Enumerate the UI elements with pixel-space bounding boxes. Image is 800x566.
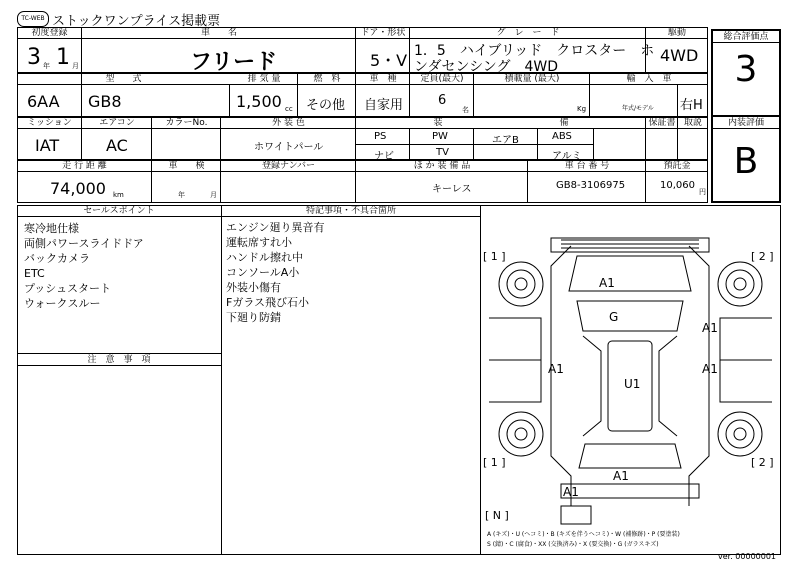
overall-score-label: 総合評価点 <box>713 31 779 43</box>
plate-label: 登録ナンバー <box>221 160 356 172</box>
corner-label: [ 2 ] <box>751 250 774 263</box>
list-item: 外装小傷有 <box>226 281 281 294</box>
steering-value: 右H <box>680 98 703 113</box>
mileage-value: 74,000 <box>50 179 106 198</box>
equip-tv: TV <box>436 147 449 158</box>
document-title: ストックワンプライス掲載票 <box>52 14 221 29</box>
capacity-label: 定員(最大) <box>410 73 474 85</box>
car-damage-diagram <box>481 206 780 554</box>
inspection-month-unit: 月 <box>210 191 217 199</box>
mileage-unit: km <box>113 191 124 199</box>
equip-navi: ナビ <box>374 151 394 162</box>
rear-glass <box>579 444 681 468</box>
model-label: 型 式 <box>17 73 230 85</box>
load-unit: Kg <box>577 105 587 113</box>
capacity-value: 6 <box>438 93 447 108</box>
body-right <box>689 246 709 506</box>
inspection-label: 車 検 <box>152 160 221 172</box>
tire-front-left <box>499 262 543 306</box>
list-item: バックカメラ <box>24 252 90 265</box>
equipment-label: 装 備 <box>356 117 646 129</box>
special-notes-list <box>226 220 324 325</box>
drive-label: 駆動 <box>646 27 708 39</box>
warranty-label: 保証書 <box>646 117 678 129</box>
corner-label: [ 2 ] <box>751 456 774 469</box>
body-left <box>551 246 571 506</box>
door-value: 5・V <box>370 51 408 70</box>
grade-value-line2: ンダセンシング 4WD <box>414 59 558 75</box>
year-unit: 年 <box>43 62 50 70</box>
aircon-value: AC <box>106 136 128 155</box>
damage-mark: A1 <box>599 276 615 290</box>
list-item: ウォークスルー <box>24 297 101 310</box>
exterior-color-value: ホワイトパール <box>254 142 324 153</box>
color-no-label: カラーNo. <box>152 117 221 129</box>
damage-mark: A1 <box>563 485 579 499</box>
hood <box>569 256 691 291</box>
other-equipment-value: キーレス <box>432 184 472 195</box>
first-reg-label: 初度登録 <box>17 27 82 39</box>
list-item: 下廻り防錆 <box>226 311 281 324</box>
displacement-value: 1,500 <box>236 92 282 111</box>
equip-ps: PS <box>374 131 387 142</box>
equip-alumi: アルミ <box>552 151 582 162</box>
first-reg-month: 1 <box>56 45 70 70</box>
manual-label: 取説 <box>678 117 708 129</box>
list-item: ハンドル擦れ中 <box>226 251 303 264</box>
legend-line: S (錆)・C (腐食)・XX (交換済み)・X (要交換)・G (ガラスキズ) <box>487 541 659 548</box>
usage-label: 車 種 <box>356 73 410 85</box>
damage-mark: A1 <box>702 362 718 376</box>
load-label: 積載量 (最大) <box>474 73 590 85</box>
inspection-year-unit: 年 <box>178 191 185 199</box>
fuel-value: その他 <box>306 98 346 113</box>
tire-front-right <box>718 262 762 306</box>
legend-line: A (キズ)・U (ヘコミ)・B (キズを伴うヘコミ)・W (補修跡)・P (要塗装) <box>487 531 680 538</box>
capacity-unit: 名 <box>462 106 469 114</box>
list-item: エンジン廻り異音有 <box>226 221 325 234</box>
damage-mark: A1 <box>613 469 629 483</box>
list-item: コンソールA小 <box>226 266 300 279</box>
equipment-grid <box>356 129 646 160</box>
equip-pw: PW <box>432 131 448 142</box>
other-equipment-label: ほ か 装 備 品 <box>356 160 528 172</box>
interior-score: B <box>733 141 759 182</box>
deposit-value: 10,060 <box>660 180 695 191</box>
mission-value: IAT <box>35 136 60 155</box>
mileage-label: 走 行 距 離 <box>17 160 152 172</box>
mission-label: ミッション <box>17 117 82 129</box>
damage-mark: U1 <box>624 377 641 391</box>
chassis-label: 車 台 番 号 <box>528 160 646 172</box>
logo: TC-WEB <box>17 11 49 27</box>
car-name-label: 車 名 <box>82 27 356 39</box>
import-label: 輸 入 車 <box>590 73 708 85</box>
list-item: ETC <box>24 267 45 280</box>
list-item: Fガラス飛び石小 <box>226 296 309 309</box>
notes-label: 注 意 事 項 <box>17 354 221 366</box>
fuel-label: 燃 料 <box>298 73 356 85</box>
car-name: フリード <box>190 50 278 75</box>
displacement-label: 排 気 量 <box>230 73 298 85</box>
aircon-label: エアコン <box>82 117 152 129</box>
first-reg-year: 3 <box>27 45 41 70</box>
grade-label: グ レ ー ド <box>410 27 646 39</box>
tire-rear-right <box>718 412 762 456</box>
drive-value: 4WD <box>660 46 699 65</box>
overall-score: 3 <box>734 49 758 90</box>
list-item: 運転席すれ小 <box>226 236 292 249</box>
corner-label: [ 1 ] <box>483 250 506 263</box>
windshield <box>577 301 683 331</box>
usage-value: 自家用 <box>364 98 404 113</box>
damage-mark: A1 <box>548 362 564 376</box>
chassis-value: GB8-3106975 <box>556 180 626 191</box>
displacement-unit: cc <box>285 105 293 113</box>
corner-label: [ N ] <box>485 509 509 522</box>
tire-rear-left <box>499 412 543 456</box>
version-label: ver. 00000001 <box>718 552 777 561</box>
special-notes-label: 特記事項・不具合箇所 <box>222 205 480 217</box>
model-value: GB8 <box>88 92 122 111</box>
list-item: 寒冷地仕様 <box>24 222 79 235</box>
sales-points-list <box>24 221 144 311</box>
equip-abs: ABS <box>552 131 572 142</box>
list-item: 両側パワースライドドア <box>24 237 144 250</box>
damage-mark: G <box>609 310 619 324</box>
import-year-model: 年式/モデル <box>622 105 654 112</box>
deposit-unit: 円 <box>699 188 706 196</box>
interior-score-label: 内装評価 <box>713 117 779 129</box>
equip-airbag: エアB <box>492 135 519 146</box>
sales-points-label: セールスポイント <box>17 205 221 217</box>
grade-value-line1: 1．5 ハイブリッド クロスター ホ <box>414 43 655 59</box>
month-unit: 月 <box>72 62 79 70</box>
corner-label: [ 1 ] <box>483 456 506 469</box>
list-item: プッシュスタート <box>24 282 112 295</box>
deposit-label: 預託金 <box>646 160 708 172</box>
door-label: ドア・形状 <box>356 27 410 39</box>
rear-bumper <box>561 484 699 498</box>
exterior-color-label: 外 装 色 <box>221 117 356 129</box>
damage-mark: A1 <box>702 321 718 335</box>
model-prefix: 6AA <box>27 92 60 111</box>
